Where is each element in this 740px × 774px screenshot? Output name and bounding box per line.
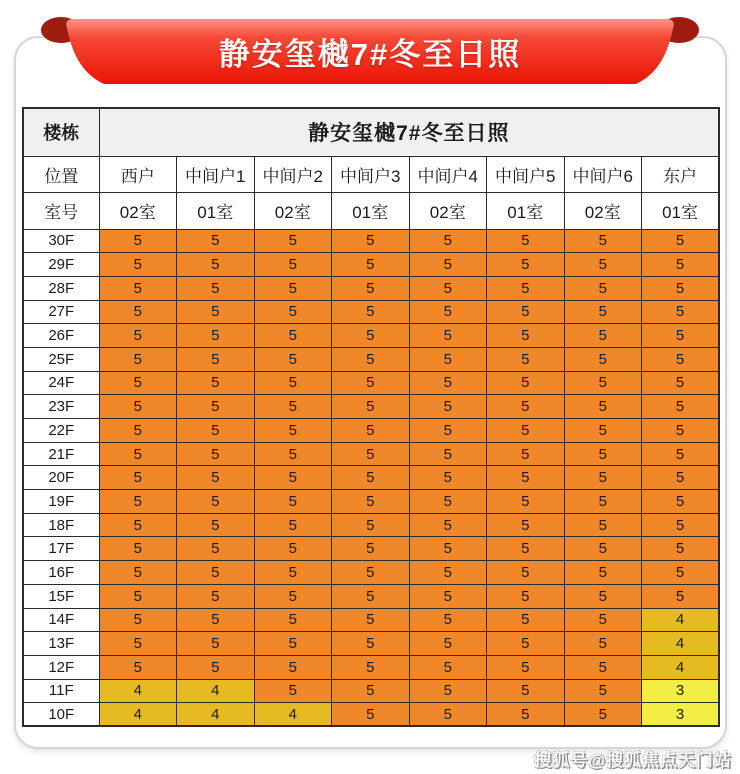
value-cell: 5 bbox=[177, 419, 255, 443]
corner-label: 楼栋 bbox=[23, 108, 99, 156]
value-cell: 5 bbox=[409, 703, 487, 727]
value-cell: 5 bbox=[332, 584, 410, 608]
value-cell: 5 bbox=[487, 679, 565, 703]
position-row-label: 位置 bbox=[23, 156, 99, 192]
floor-rows bbox=[23, 229, 719, 726]
floor-label: 27F bbox=[23, 300, 99, 324]
value-cell: 5 bbox=[254, 584, 332, 608]
room-cell: 01室 bbox=[177, 192, 255, 229]
value-cell: 5 bbox=[99, 561, 177, 585]
value-cell: 4 bbox=[642, 632, 720, 656]
floor-label: 20F bbox=[23, 466, 99, 490]
value-cell: 5 bbox=[254, 466, 332, 490]
floor-label: 28F bbox=[23, 276, 99, 300]
floor-row bbox=[23, 371, 719, 395]
value-cell: 5 bbox=[254, 537, 332, 561]
value-cell: 5 bbox=[642, 347, 720, 371]
floor-label: 17F bbox=[23, 537, 99, 561]
value-cell: 5 bbox=[99, 584, 177, 608]
value-cell: 5 bbox=[254, 513, 332, 537]
value-cell: 5 bbox=[487, 229, 565, 253]
value-cell: 5 bbox=[564, 253, 642, 277]
sunlight-table bbox=[22, 107, 720, 727]
value-cell: 4 bbox=[254, 703, 332, 727]
watermark: 搜狐号@搜狐焦点天门站 bbox=[534, 751, 732, 770]
position-row bbox=[23, 156, 719, 192]
value-cell: 5 bbox=[409, 442, 487, 466]
value-cell: 5 bbox=[487, 324, 565, 348]
value-cell: 5 bbox=[487, 300, 565, 324]
value-cell: 5 bbox=[487, 703, 565, 727]
value-cell: 5 bbox=[332, 419, 410, 443]
position-cell: 中间户4 bbox=[409, 156, 487, 192]
value-cell: 4 bbox=[177, 679, 255, 703]
room-cell: 01室 bbox=[487, 192, 565, 229]
floor-row bbox=[23, 276, 719, 300]
value-cell: 5 bbox=[564, 632, 642, 656]
value-cell: 5 bbox=[99, 347, 177, 371]
value-cell: 5 bbox=[332, 324, 410, 348]
value-cell: 5 bbox=[332, 442, 410, 466]
floor-label: 25F bbox=[23, 347, 99, 371]
value-cell: 5 bbox=[254, 632, 332, 656]
value-cell: 4 bbox=[177, 703, 255, 727]
value-cell: 5 bbox=[409, 419, 487, 443]
value-cell: 5 bbox=[487, 395, 565, 419]
value-cell: 5 bbox=[332, 608, 410, 632]
value-cell: 5 bbox=[487, 276, 565, 300]
value-cell: 5 bbox=[99, 371, 177, 395]
value-cell: 5 bbox=[177, 324, 255, 348]
value-cell: 5 bbox=[564, 442, 642, 466]
floor-row bbox=[23, 253, 719, 277]
value-cell: 5 bbox=[254, 253, 332, 277]
value-cell: 5 bbox=[487, 655, 565, 679]
position-cell: 中间户1 bbox=[177, 156, 255, 192]
value-cell: 5 bbox=[487, 347, 565, 371]
value-cell: 5 bbox=[487, 584, 565, 608]
value-cell: 5 bbox=[99, 276, 177, 300]
room-cell: 02室 bbox=[99, 192, 177, 229]
room-cell: 01室 bbox=[332, 192, 410, 229]
value-cell: 5 bbox=[487, 466, 565, 490]
floor-label: 12F bbox=[23, 655, 99, 679]
value-cell: 5 bbox=[332, 513, 410, 537]
value-cell: 5 bbox=[564, 229, 642, 253]
floor-label: 30F bbox=[23, 229, 99, 253]
value-cell: 5 bbox=[177, 584, 255, 608]
value-cell: 5 bbox=[564, 537, 642, 561]
value-cell: 5 bbox=[642, 395, 720, 419]
value-cell: 5 bbox=[642, 371, 720, 395]
value-cell: 5 bbox=[409, 584, 487, 608]
value-cell: 5 bbox=[409, 490, 487, 514]
value-cell: 5 bbox=[564, 584, 642, 608]
value-cell: 5 bbox=[564, 703, 642, 727]
value-cell: 5 bbox=[332, 537, 410, 561]
value-cell: 5 bbox=[254, 442, 332, 466]
room-cell: 02室 bbox=[564, 192, 642, 229]
value-cell: 5 bbox=[409, 276, 487, 300]
value-cell: 5 bbox=[409, 324, 487, 348]
value-cell: 5 bbox=[332, 229, 410, 253]
value-cell: 5 bbox=[99, 442, 177, 466]
value-cell: 5 bbox=[642, 253, 720, 277]
value-cell: 5 bbox=[487, 632, 565, 656]
value-cell: 4 bbox=[642, 608, 720, 632]
value-cell: 5 bbox=[409, 300, 487, 324]
value-cell: 5 bbox=[487, 561, 565, 585]
value-cell: 4 bbox=[642, 655, 720, 679]
floor-label: 29F bbox=[23, 253, 99, 277]
value-cell: 5 bbox=[642, 537, 720, 561]
value-cell: 5 bbox=[254, 419, 332, 443]
value-cell: 5 bbox=[564, 347, 642, 371]
value-cell: 5 bbox=[332, 679, 410, 703]
value-cell: 5 bbox=[409, 229, 487, 253]
value-cell: 5 bbox=[642, 561, 720, 585]
floor-row bbox=[23, 300, 719, 324]
value-cell: 5 bbox=[642, 324, 720, 348]
value-cell: 5 bbox=[642, 490, 720, 514]
value-cell: 5 bbox=[99, 253, 177, 277]
value-cell: 5 bbox=[254, 561, 332, 585]
value-cell: 5 bbox=[177, 655, 255, 679]
floor-label: 10F bbox=[23, 703, 99, 727]
value-cell: 5 bbox=[642, 466, 720, 490]
value-cell: 5 bbox=[99, 490, 177, 514]
value-cell: 5 bbox=[177, 537, 255, 561]
table-header-row bbox=[23, 108, 719, 156]
floor-label: 26F bbox=[23, 324, 99, 348]
room-cell: 02室 bbox=[409, 192, 487, 229]
value-cell: 5 bbox=[332, 561, 410, 585]
value-cell: 5 bbox=[177, 347, 255, 371]
room-cell: 01室 bbox=[642, 192, 720, 229]
value-cell: 5 bbox=[254, 229, 332, 253]
value-cell: 5 bbox=[177, 466, 255, 490]
value-cell: 5 bbox=[332, 490, 410, 514]
value-cell: 5 bbox=[99, 466, 177, 490]
position-cell: 西户 bbox=[99, 156, 177, 192]
value-cell: 5 bbox=[99, 419, 177, 443]
value-cell: 5 bbox=[177, 300, 255, 324]
value-cell: 5 bbox=[564, 419, 642, 443]
position-cell: 东户 bbox=[642, 156, 720, 192]
floor-row bbox=[23, 513, 719, 537]
floor-label: 15F bbox=[23, 584, 99, 608]
floor-row bbox=[23, 608, 719, 632]
value-cell: 3 bbox=[642, 679, 720, 703]
value-cell: 5 bbox=[409, 395, 487, 419]
value-cell: 5 bbox=[99, 324, 177, 348]
value-cell: 5 bbox=[177, 371, 255, 395]
value-cell: 5 bbox=[177, 229, 255, 253]
value-cell: 5 bbox=[177, 490, 255, 514]
value-cell: 5 bbox=[487, 513, 565, 537]
floor-label: 22F bbox=[23, 419, 99, 443]
value-cell: 5 bbox=[487, 537, 565, 561]
value-cell: 5 bbox=[99, 655, 177, 679]
floor-row bbox=[23, 324, 719, 348]
floor-label: 18F bbox=[23, 513, 99, 537]
value-cell: 5 bbox=[99, 395, 177, 419]
value-cell: 5 bbox=[564, 466, 642, 490]
floor-row bbox=[23, 703, 719, 727]
value-cell: 5 bbox=[409, 466, 487, 490]
value-cell: 5 bbox=[332, 276, 410, 300]
value-cell: 5 bbox=[409, 347, 487, 371]
value-cell: 5 bbox=[564, 395, 642, 419]
value-cell: 4 bbox=[99, 679, 177, 703]
floor-label: 14F bbox=[23, 608, 99, 632]
value-cell: 5 bbox=[332, 371, 410, 395]
floor-row bbox=[23, 395, 719, 419]
value-cell: 5 bbox=[642, 276, 720, 300]
value-cell: 5 bbox=[177, 395, 255, 419]
value-cell: 5 bbox=[409, 371, 487, 395]
floor-row bbox=[23, 655, 719, 679]
value-cell: 3 bbox=[642, 703, 720, 727]
value-cell: 5 bbox=[332, 632, 410, 656]
value-cell: 5 bbox=[177, 276, 255, 300]
floor-label: 16F bbox=[23, 561, 99, 585]
value-cell: 5 bbox=[99, 229, 177, 253]
floor-row bbox=[23, 584, 719, 608]
floor-label: 13F bbox=[23, 632, 99, 656]
value-cell: 5 bbox=[254, 655, 332, 679]
value-cell: 5 bbox=[409, 632, 487, 656]
floor-row bbox=[23, 442, 719, 466]
value-cell: 5 bbox=[409, 679, 487, 703]
value-cell: 5 bbox=[254, 347, 332, 371]
value-cell: 5 bbox=[564, 608, 642, 632]
value-cell: 5 bbox=[99, 608, 177, 632]
value-cell: 5 bbox=[332, 395, 410, 419]
value-cell: 5 bbox=[254, 276, 332, 300]
value-cell: 5 bbox=[99, 300, 177, 324]
value-cell: 5 bbox=[487, 253, 565, 277]
value-cell: 5 bbox=[409, 513, 487, 537]
value-cell: 5 bbox=[487, 419, 565, 443]
value-cell: 5 bbox=[487, 371, 565, 395]
value-cell: 5 bbox=[487, 608, 565, 632]
floor-row bbox=[23, 537, 719, 561]
value-cell: 5 bbox=[564, 561, 642, 585]
value-cell: 5 bbox=[99, 537, 177, 561]
floor-row bbox=[23, 490, 719, 514]
value-cell: 5 bbox=[177, 513, 255, 537]
value-cell: 5 bbox=[332, 655, 410, 679]
floor-label: 21F bbox=[23, 442, 99, 466]
value-cell: 5 bbox=[564, 276, 642, 300]
value-cell: 5 bbox=[99, 513, 177, 537]
floor-row bbox=[23, 632, 719, 656]
position-cell: 中间户5 bbox=[487, 156, 565, 192]
value-cell: 5 bbox=[99, 632, 177, 656]
value-cell: 5 bbox=[332, 703, 410, 727]
value-cell: 5 bbox=[564, 324, 642, 348]
value-cell: 5 bbox=[409, 537, 487, 561]
value-cell: 5 bbox=[642, 229, 720, 253]
value-cell: 5 bbox=[254, 395, 332, 419]
value-cell: 5 bbox=[254, 324, 332, 348]
value-cell: 5 bbox=[177, 632, 255, 656]
floor-row bbox=[23, 419, 719, 443]
value-cell: 5 bbox=[409, 655, 487, 679]
value-cell: 5 bbox=[564, 300, 642, 324]
value-cell: 5 bbox=[332, 347, 410, 371]
value-cell: 5 bbox=[254, 608, 332, 632]
value-cell: 5 bbox=[254, 300, 332, 324]
floor-row bbox=[23, 561, 719, 585]
value-cell: 5 bbox=[177, 561, 255, 585]
value-cell: 5 bbox=[564, 679, 642, 703]
position-cell: 中间户3 bbox=[332, 156, 410, 192]
value-cell: 5 bbox=[332, 300, 410, 324]
value-cell: 5 bbox=[564, 513, 642, 537]
value-cell: 5 bbox=[254, 371, 332, 395]
value-cell: 5 bbox=[564, 490, 642, 514]
table-title: 静安玺樾7#冬至日照 bbox=[99, 108, 719, 156]
floor-label: 19F bbox=[23, 490, 99, 514]
floor-row bbox=[23, 679, 719, 703]
value-cell: 5 bbox=[487, 490, 565, 514]
page-title: 静安玺樾7#冬至日照 bbox=[218, 37, 522, 72]
room-row-label: 室号 bbox=[23, 192, 99, 229]
floor-row bbox=[23, 347, 719, 371]
value-cell: 5 bbox=[332, 466, 410, 490]
value-cell: 5 bbox=[332, 253, 410, 277]
value-cell: 5 bbox=[642, 513, 720, 537]
value-cell: 5 bbox=[254, 679, 332, 703]
floor-label: 24F bbox=[23, 371, 99, 395]
floor-row bbox=[23, 466, 719, 490]
value-cell: 5 bbox=[642, 300, 720, 324]
floor-row bbox=[23, 229, 719, 253]
value-cell: 5 bbox=[409, 253, 487, 277]
value-cell: 5 bbox=[254, 490, 332, 514]
position-cell: 中间户2 bbox=[254, 156, 332, 192]
floor-label: 23F bbox=[23, 395, 99, 419]
value-cell: 5 bbox=[564, 371, 642, 395]
value-cell: 5 bbox=[642, 419, 720, 443]
room-cell: 02室 bbox=[254, 192, 332, 229]
value-cell: 5 bbox=[564, 655, 642, 679]
value-cell: 5 bbox=[642, 442, 720, 466]
value-cell: 4 bbox=[99, 703, 177, 727]
value-cell: 5 bbox=[409, 561, 487, 585]
floor-label: 11F bbox=[23, 679, 99, 703]
value-cell: 5 bbox=[487, 442, 565, 466]
value-cell: 5 bbox=[177, 608, 255, 632]
value-cell: 5 bbox=[409, 608, 487, 632]
position-cell: 中间户6 bbox=[564, 156, 642, 192]
value-cell: 5 bbox=[642, 584, 720, 608]
value-cell: 5 bbox=[177, 442, 255, 466]
value-cell: 5 bbox=[177, 253, 255, 277]
room-row bbox=[23, 192, 719, 229]
